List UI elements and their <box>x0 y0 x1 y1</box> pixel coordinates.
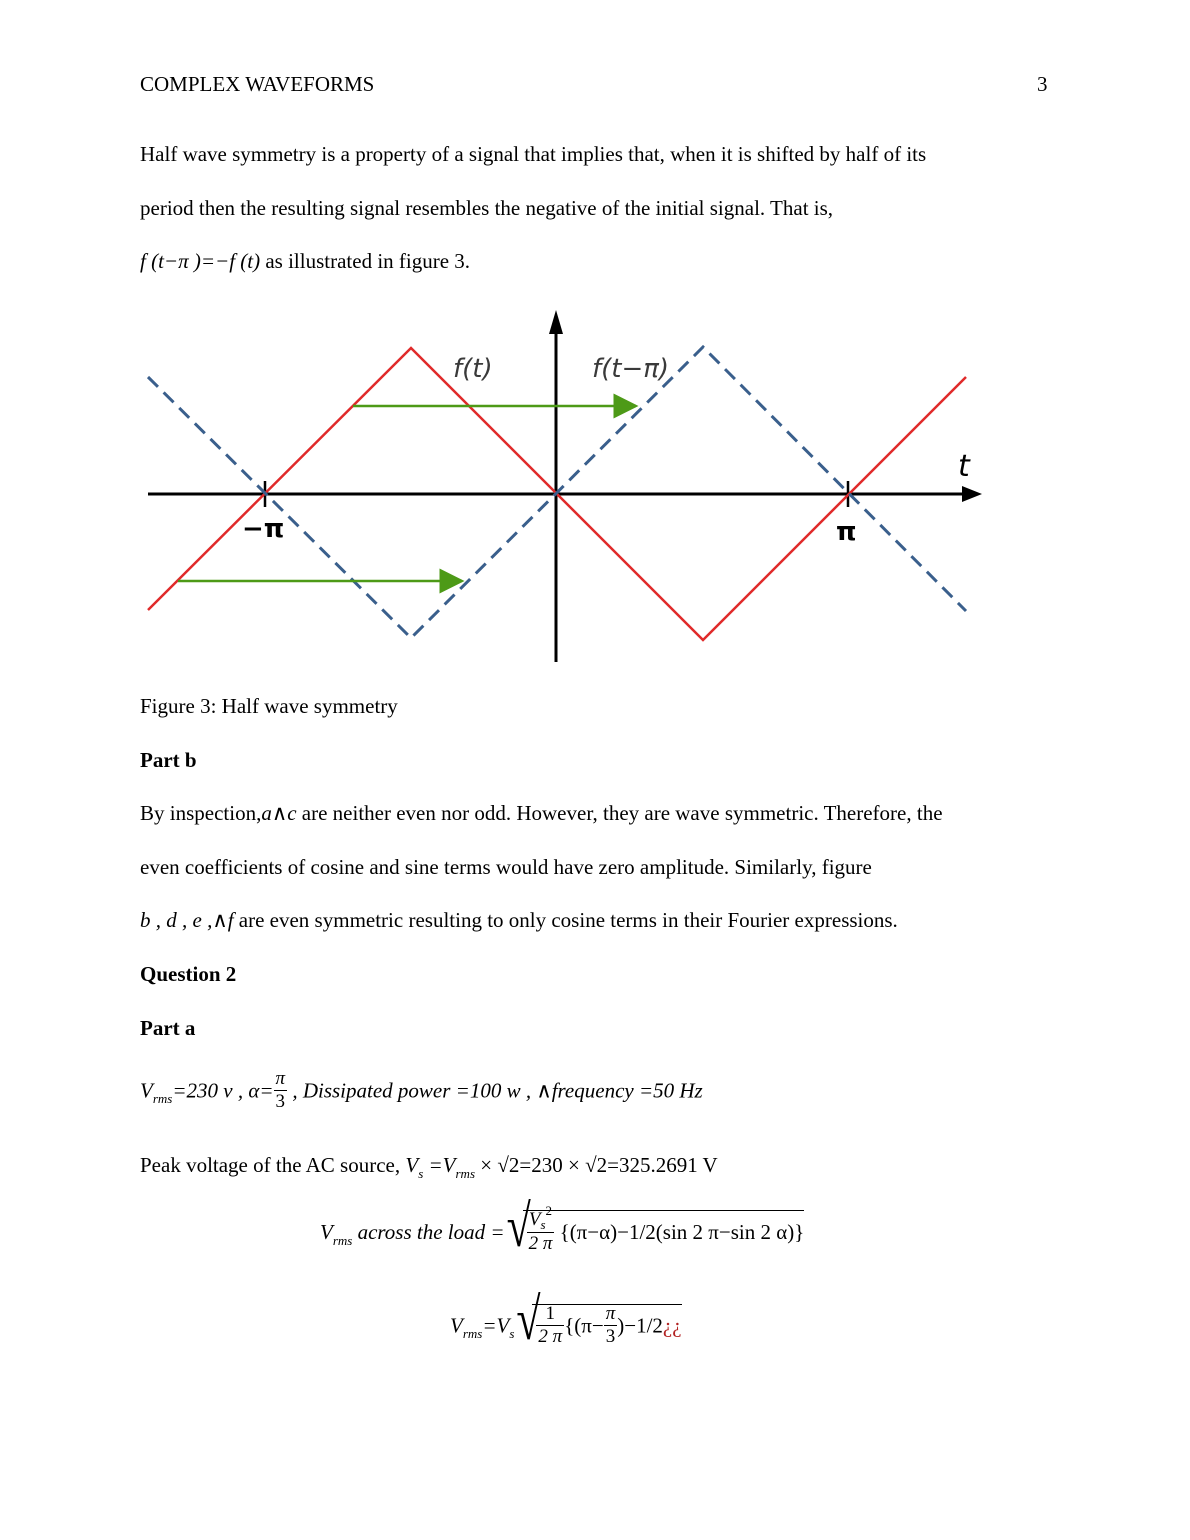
symbol-v: V <box>450 1313 463 1338</box>
paragraph-line: even coefficients of cosine and sine terms would have zero amplitude. Similarly, figure <box>140 855 872 879</box>
inline-equation: f (t−π )=−f (t) <box>140 249 261 273</box>
fraction-pi-over-3 <box>274 1068 288 1113</box>
label-t: t <box>958 449 970 484</box>
paragraph-line: Half wave symmetry is a property of a signal that implies that, when it is shifted by half of its <box>140 142 927 166</box>
t-axis-arrowhead <box>962 486 982 502</box>
page-number: 3 <box>1037 72 1048 96</box>
subscript-s: s <box>418 1166 424 1181</box>
inline-equation: a∧c <box>261 801 297 825</box>
paragraph-line <box>140 248 470 274</box>
section-heading: Part b <box>140 748 197 772</box>
section-heading: Part a <box>140 1016 196 1040</box>
paragraph-text: are even symmetric resulting to only cosine terms in their Fourier expressions. <box>233 908 898 932</box>
paragraph-text: By inspection, <box>140 801 262 825</box>
equation-part: =V <box>423 1153 456 1177</box>
equation-part: {(π−α)−1/2(sin 2 π−sin 2 α)} <box>554 1219 805 1244</box>
equation-part: )−1/2 <box>617 1313 663 1338</box>
subscript-rms: rms <box>455 1166 476 1181</box>
peak-voltage-line <box>140 1152 718 1181</box>
equation-part: , Dissipated power =100 w , ∧frequency =50 Hz <box>287 1078 703 1103</box>
equation-part: across the load = <box>352 1219 505 1244</box>
equation-part: =230 v , α= <box>172 1078 274 1103</box>
numerator <box>527 1203 555 1233</box>
paragraph-line: period then the resulting signal resembles the negative of the initial signal. That is, <box>140 196 834 220</box>
denominator: 3 <box>605 1326 616 1347</box>
vrms-load-equation <box>320 1193 805 1260</box>
paragraph-text: are neither even nor odd. However, they are wave symmetric. Therefore, the <box>296 801 943 825</box>
vrms-equation <box>450 1286 682 1353</box>
denominator: 2 π <box>528 1233 553 1254</box>
equation-part: =V <box>482 1313 510 1338</box>
square-root <box>514 1286 682 1353</box>
square-root <box>505 1193 805 1260</box>
fraction-1-over-2pi <box>536 1303 564 1348</box>
radicand <box>532 1304 681 1350</box>
subscript-rms: rms <box>332 1232 353 1248</box>
numerator: π <box>275 1068 286 1089</box>
half-wave-symmetry-figure <box>140 300 990 670</box>
section-heading: Question 2 <box>140 962 237 986</box>
denominator: 2 π <box>538 1326 563 1347</box>
radicand <box>523 1203 805 1257</box>
inline-equation: b , d , e ,∧f <box>140 908 234 932</box>
subscript-s: s <box>540 1217 546 1232</box>
symbol-v: V <box>140 1078 153 1103</box>
paragraph-line <box>140 800 943 826</box>
numerator: π <box>605 1303 616 1324</box>
figure-caption: Figure 3: Half wave symmetry <box>140 694 398 718</box>
symbol-v: V <box>405 1153 419 1177</box>
symbol-v: V <box>528 1209 541 1230</box>
paragraph-text: as illustrated in figure 3. <box>260 249 471 273</box>
superscript-2: 2 <box>545 1203 553 1218</box>
denominator: 3 <box>275 1091 286 1112</box>
fraction-vs2-over-2pi <box>527 1203 555 1255</box>
label-pi: π <box>836 517 857 547</box>
subscript-rms: rms <box>152 1091 173 1107</box>
subscript-rms: rms <box>462 1326 483 1342</box>
equation-part: {(π− <box>564 1313 604 1338</box>
label-f-t-minus-pi: f(t−π) <box>592 354 670 384</box>
label-neg-pi: −π <box>242 514 285 544</box>
given-values-equation <box>140 1070 703 1115</box>
subscript-s: s <box>509 1326 515 1342</box>
radical-sign: √ <box>516 1286 541 1353</box>
paragraph-line <box>140 907 898 933</box>
label-f-t: f(t) <box>453 354 493 384</box>
running-header: COMPLEX WAVEFORMS <box>140 72 375 96</box>
equation-part: × √2=230 × √2=325.2691 V <box>475 1153 718 1177</box>
paragraph-text: Peak voltage of the AC source, <box>140 1153 406 1177</box>
radical-sign: √ <box>506 1193 531 1260</box>
render-error-glyphs: ¿¿ <box>662 1313 682 1338</box>
fraction-pi-over-3 <box>604 1303 618 1348</box>
vertical-axis-arrowhead <box>549 310 563 334</box>
numerator: 1 <box>536 1303 564 1326</box>
symbol-v: V <box>320 1219 333 1244</box>
